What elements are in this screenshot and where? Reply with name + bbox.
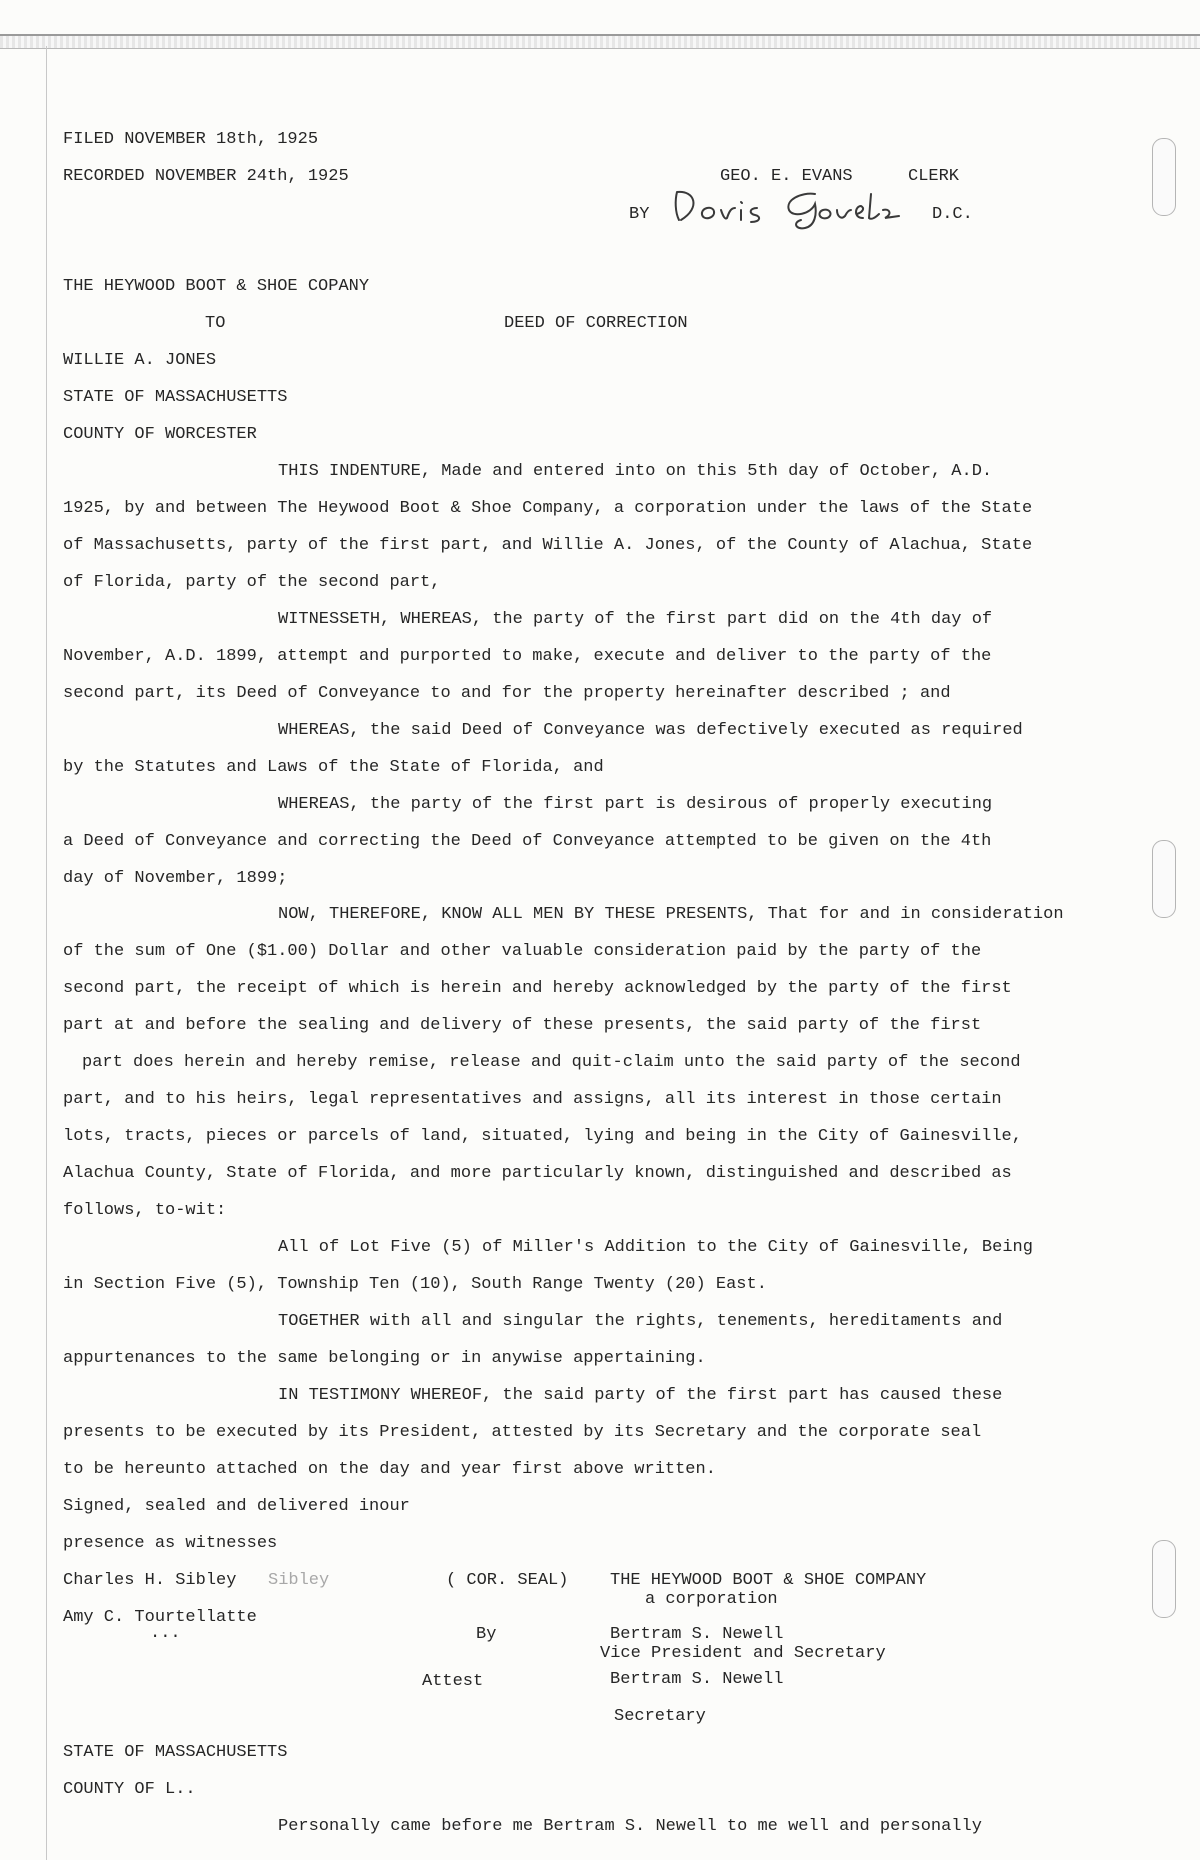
body-line: NOW, THEREFORE, KNOW ALL MEN BY THESE PRESENTS, That for and in consideration	[278, 905, 1064, 924]
body-line: Signed, sealed and delivered inour	[63, 1497, 410, 1516]
attest-label: Attest	[422, 1672, 484, 1691]
body-line: lots, tracts, pieces or parcels of land, situated, lying and being in the City of Gainesville,	[63, 1127, 1022, 1146]
deputy-clerk-label: D.C.	[932, 205, 973, 224]
by-label: BY	[629, 205, 650, 224]
body-line: part at and before the sealing and delivery of these presents, the said party of the first	[63, 1016, 982, 1035]
recorded-date: RECORDED NOVEMBER 24th, 1925	[63, 167, 349, 186]
company-name: THE HEYWOOD BOOT & SHOE COMPANY	[610, 1571, 927, 1590]
body-line: Alachua County, State of Florida, and more particularly known, distinguished and described as	[63, 1164, 1012, 1183]
body-line: THIS INDENTURE, Made and entered into on this 5th day of October, A.D.	[278, 462, 993, 481]
body-line: WITNESSETH, WHEREAS, the party of the first part did on the 4th day of	[278, 610, 993, 629]
body-line: WHEREAS, the said Deed of Conveyance was defectively executed as required	[278, 721, 1023, 740]
signer-title: Vice President and Secretary	[600, 1644, 886, 1663]
body-line: appurtenances to the same belonging or in anywise appertaining.	[63, 1349, 706, 1368]
witness-one: Charles H. Sibley	[63, 1571, 237, 1590]
body-line: of Massachusetts, party of the first part, and Willie A. Jones, of the County of Alachua, State	[63, 536, 1033, 555]
body-line: IN TESTIMONY WHEREOF, the said party of the first part has caused these	[278, 1386, 1003, 1405]
clerk-name: GEO. E. EVANS	[720, 167, 853, 186]
left-margin-line	[46, 46, 47, 1860]
body-line: by the Statutes and Laws of the State of Florida, and	[63, 758, 604, 777]
corporate-seal: ( COR. SEAL)	[446, 1571, 569, 1590]
attest-signer-title: Secretary	[614, 1707, 706, 1726]
county-heading: COUNTY OF WORCESTER	[63, 425, 257, 444]
body-line: 1925, by and between The Heywood Boot & Shoe Company, a corporation under the laws of the State	[63, 499, 1033, 518]
body-line: second part, the receipt of which is herein and hereby acknowledged by the party of the first	[63, 979, 1012, 998]
body-line: a Deed of Conveyance and correcting the Deed of Conveyance attempted to be given on the 4th	[63, 832, 992, 851]
legal-description-line: in Section Five (5), Township Ten (10), South Range Twenty (20) East.	[63, 1275, 767, 1294]
state-heading: STATE OF MASSACHUSETTS	[63, 388, 288, 407]
body-line: day of November, 1899;	[63, 869, 288, 888]
body-line: second part, its Deed of Conveyance to and for the property hereinafter described ; and	[63, 684, 951, 703]
body-line: of Florida, party of the second part,	[63, 573, 441, 592]
ack-state: STATE OF MASSACHUSETTS	[63, 1743, 288, 1762]
body-line: follows, to-wit:	[63, 1201, 227, 1220]
witness-one-faint: Sibley	[268, 1571, 330, 1590]
clerk-signature	[665, 180, 905, 230]
signer-name: Bertram S. Newell	[610, 1625, 784, 1644]
legal-description-line: All of Lot Five (5) of Miller's Addition to the City of Gainesville, Being	[278, 1238, 1033, 1257]
punch-hole-bottom	[1152, 1540, 1176, 1618]
body-line: presents to be executed by its President, attested by its Secretary and the corporate seal	[63, 1423, 982, 1442]
handwritten-signature-icon	[665, 180, 905, 230]
body-line: presence as witnesses	[63, 1534, 278, 1553]
body-line: part does herein and hereby remise, release and quit-claim unto the said party of the second	[82, 1053, 1021, 1072]
body-line: to be hereunto attached on the day and year first above written.	[63, 1460, 716, 1479]
ack-first-line: Personally came before me Bertram S. Newell to me well and personally	[278, 1817, 982, 1836]
grantee-name: WILLIE A. JONES	[63, 351, 217, 370]
body-line: WHEREAS, the party of the first part is desirous of properly executing	[278, 795, 993, 814]
body-line: of the sum of One ($1.00) Dollar and other valuable consideration paid by the party of the	[63, 942, 982, 961]
ack-county: COUNTY OF L..	[63, 1780, 196, 1799]
company-subtitle: a corporation	[645, 1590, 778, 1609]
to-label: TO	[205, 314, 226, 333]
witness-two: Amy C. Tourtellatte	[63, 1608, 257, 1627]
body-line: November, A.D. 1899, attempt and purported to make, execute and deliver to the party of the	[63, 647, 992, 666]
top-ruled-band	[0, 34, 1200, 49]
punch-hole-top	[1152, 138, 1176, 216]
witness-two-marks: ...	[150, 1624, 181, 1643]
punch-hole-middle	[1152, 840, 1176, 918]
body-line: TOGETHER with all and singular the rights, tenements, hereditaments and	[278, 1312, 1003, 1331]
body-line: part, and to his heirs, legal representatives and assigns, all its interest in those certain	[63, 1090, 1002, 1109]
by-label-signature: By	[476, 1625, 497, 1644]
clerk-title: CLERK	[908, 167, 960, 186]
attest-signer-name: Bertram S. Newell	[610, 1670, 784, 1689]
grantor-name: THE HEYWOOD BOOT & SHOE COPANY	[63, 277, 370, 296]
filed-date: FILED NOVEMBER 18th, 1925	[63, 130, 319, 149]
deed-type: DEED OF CORRECTION	[504, 314, 688, 333]
